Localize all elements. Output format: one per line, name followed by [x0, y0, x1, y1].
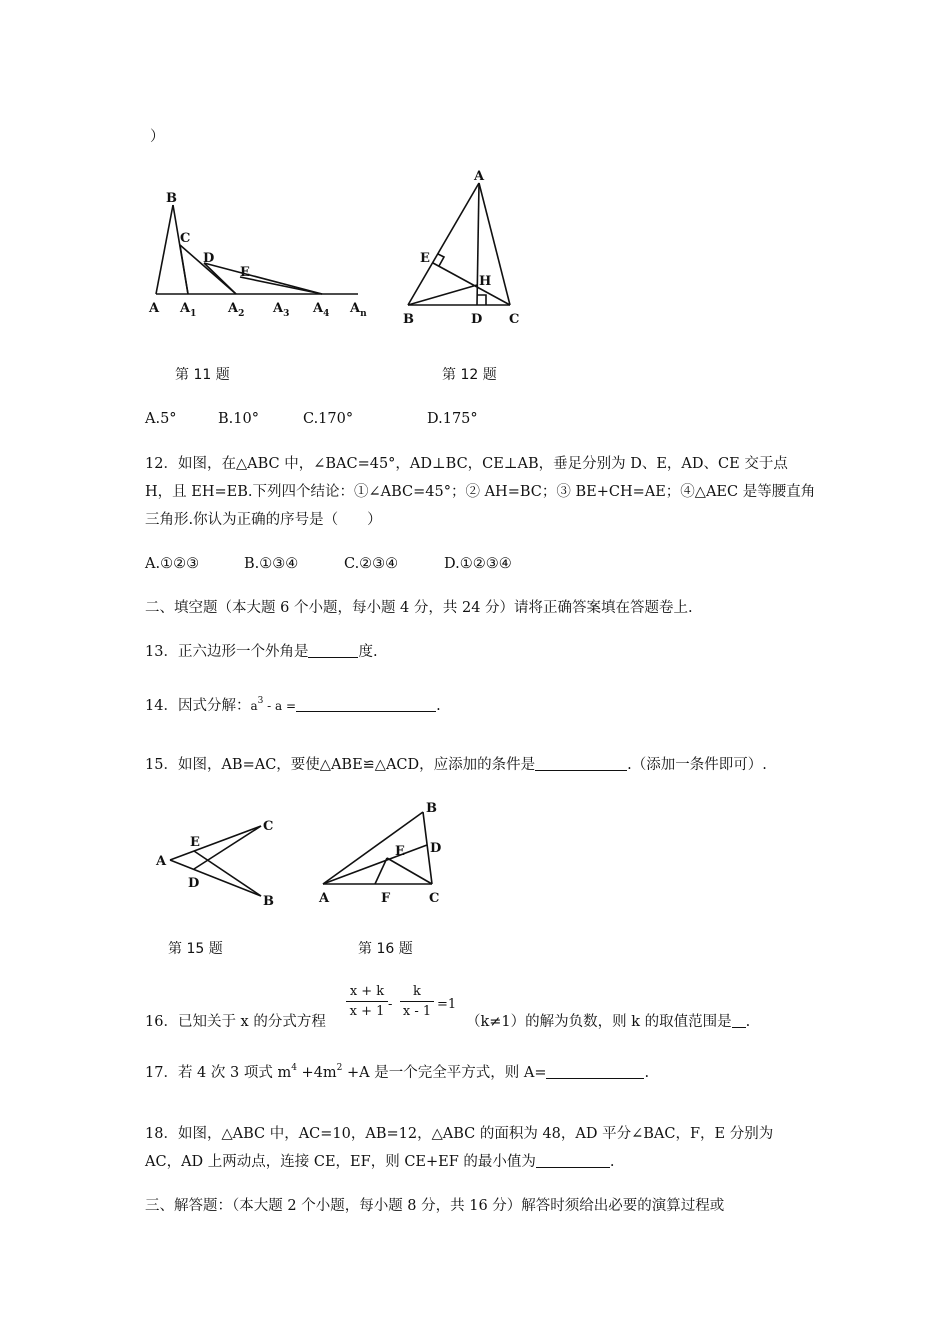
fig16-label-E: E	[395, 844, 405, 859]
figure-15	[150, 812, 290, 912]
fig15-label-E: E	[190, 835, 200, 850]
fig12-label-C: C	[509, 312, 520, 327]
q16-equals: =1	[437, 997, 457, 1012]
section-3-heading: 三、解答题：（本大题 2 个小题，每小题 8 分，共 16 分）解答时须给出必要的演算过程或	[145, 1198, 725, 1214]
fig15-caption: 第 15 题	[168, 941, 223, 957]
q13: 13．正六边形一个外角是 度.	[145, 644, 378, 660]
fig16-label-F: F	[381, 891, 391, 906]
svg-text:A3: $A_3$	[273, 301, 290, 319]
svg-text:A4: $A_4$	[313, 301, 330, 319]
q18-line-1: 18．如图，△ABC 中，AC=10，AB=12，△ABC 的面积为 48，AD 平分∠BAC，F，E 分别为	[145, 1126, 774, 1142]
fig12-label-B: B	[403, 312, 414, 327]
q16-fraction-2: k x - 1	[400, 984, 434, 1019]
fig11-label-A3: A	[273, 301, 284, 316]
q11-option-a: A.5°	[145, 411, 177, 427]
q16-text-before: 16．已知关于 x 的分式方程	[145, 1014, 326, 1030]
fig15-label-B: B	[263, 894, 274, 909]
q12-option-c: C.②③④	[344, 556, 399, 572]
fig12-label-H: H	[479, 274, 492, 289]
q16-fraction-1: x + k x + 1	[346, 984, 388, 1019]
fig16-label-D: D	[430, 841, 442, 856]
q17: 17．若 4 次 3 项式 $m^4 +4m^2 +A$ 是一个完全平方式，则 A= .	[145, 1063, 650, 1081]
fig12-caption: 第 12 题	[442, 367, 497, 383]
fig15-label-A: A	[156, 854, 167, 869]
svg-text:A2: $A_2$	[228, 301, 245, 319]
fig11-label-A1: A	[180, 301, 191, 316]
fig16-label-B: B	[426, 801, 437, 816]
q11-option-d: D.175°	[427, 411, 478, 427]
fig11-label-E: E	[240, 265, 250, 280]
q18-line-2: AC，AD 上两动点，连接 CE，EF，则 CE+EF 的最小值为 .	[145, 1154, 615, 1170]
fig11-caption: 第 11 题	[175, 367, 230, 383]
fig15-label-C: C	[263, 819, 274, 834]
fig11-label-D: D	[203, 251, 215, 266]
fig15-label-D: D	[188, 876, 200, 891]
q12-option-a: A.①②③	[145, 556, 200, 572]
q12-line-1: 12．如图，在△ABC 中，∠BAC=45°，AD⊥BC，CE⊥AB，垂足分别为 D、E，AD、CE 交于点	[145, 456, 788, 472]
fig11-label-A: A	[149, 301, 160, 316]
fig11-label-C: C	[180, 231, 191, 246]
fig12-label-A: A	[474, 169, 485, 184]
fig16-caption: 第 16 题	[358, 941, 413, 957]
q12-line-3: 三角形.你认为正确的序号是（ ）	[145, 512, 382, 528]
top-paren: ）	[150, 129, 165, 145]
fig11-label-A2: A	[228, 301, 239, 316]
fig11-label-A4: A	[313, 301, 324, 316]
q12-line-2: H，且 EH=EB.下列四个结论：①∠ABC=45°；② AH=BC；③ BE+CH=AE；④△AEC 是等腰直角	[145, 484, 816, 500]
q16-text-after: （k≠1）的解为负数，则 k 的取值范围是 .	[466, 1014, 751, 1030]
section-2-heading: 二、填空题（本大题 6 个小题，每小题 4 分，共 24 分）请将正确答案填在答题卷上.	[145, 600, 693, 616]
q16-minus: -	[388, 997, 393, 1012]
fig12-label-E: E	[420, 251, 430, 266]
fig12-label-D: D	[471, 312, 483, 327]
svg-text:A1: $A_1$	[180, 301, 197, 319]
q14: 14．因式分解：$a^3$ - a = .	[145, 696, 441, 714]
q12-option-d: D.①②③④	[444, 556, 512, 572]
fig11-label-B: B	[166, 191, 177, 206]
figure-16	[315, 797, 465, 917]
fig11-label-An: A	[350, 301, 361, 316]
figure-12	[395, 168, 535, 328]
q12-option-b: B.①③④	[244, 556, 299, 572]
q11-option-c: C.170°	[303, 411, 354, 427]
q11-option-b: B.10°	[218, 411, 259, 427]
figure-11	[140, 185, 370, 325]
fig16-label-C: C	[429, 891, 440, 906]
q15: 15．如图，AB=AC，要使△ABE≌△ACD，应添加的条件是 .（添加一条件即可）.	[145, 757, 767, 773]
fig16-label-A: A	[319, 891, 330, 906]
svg-text:An: $A_n$	[350, 301, 367, 319]
